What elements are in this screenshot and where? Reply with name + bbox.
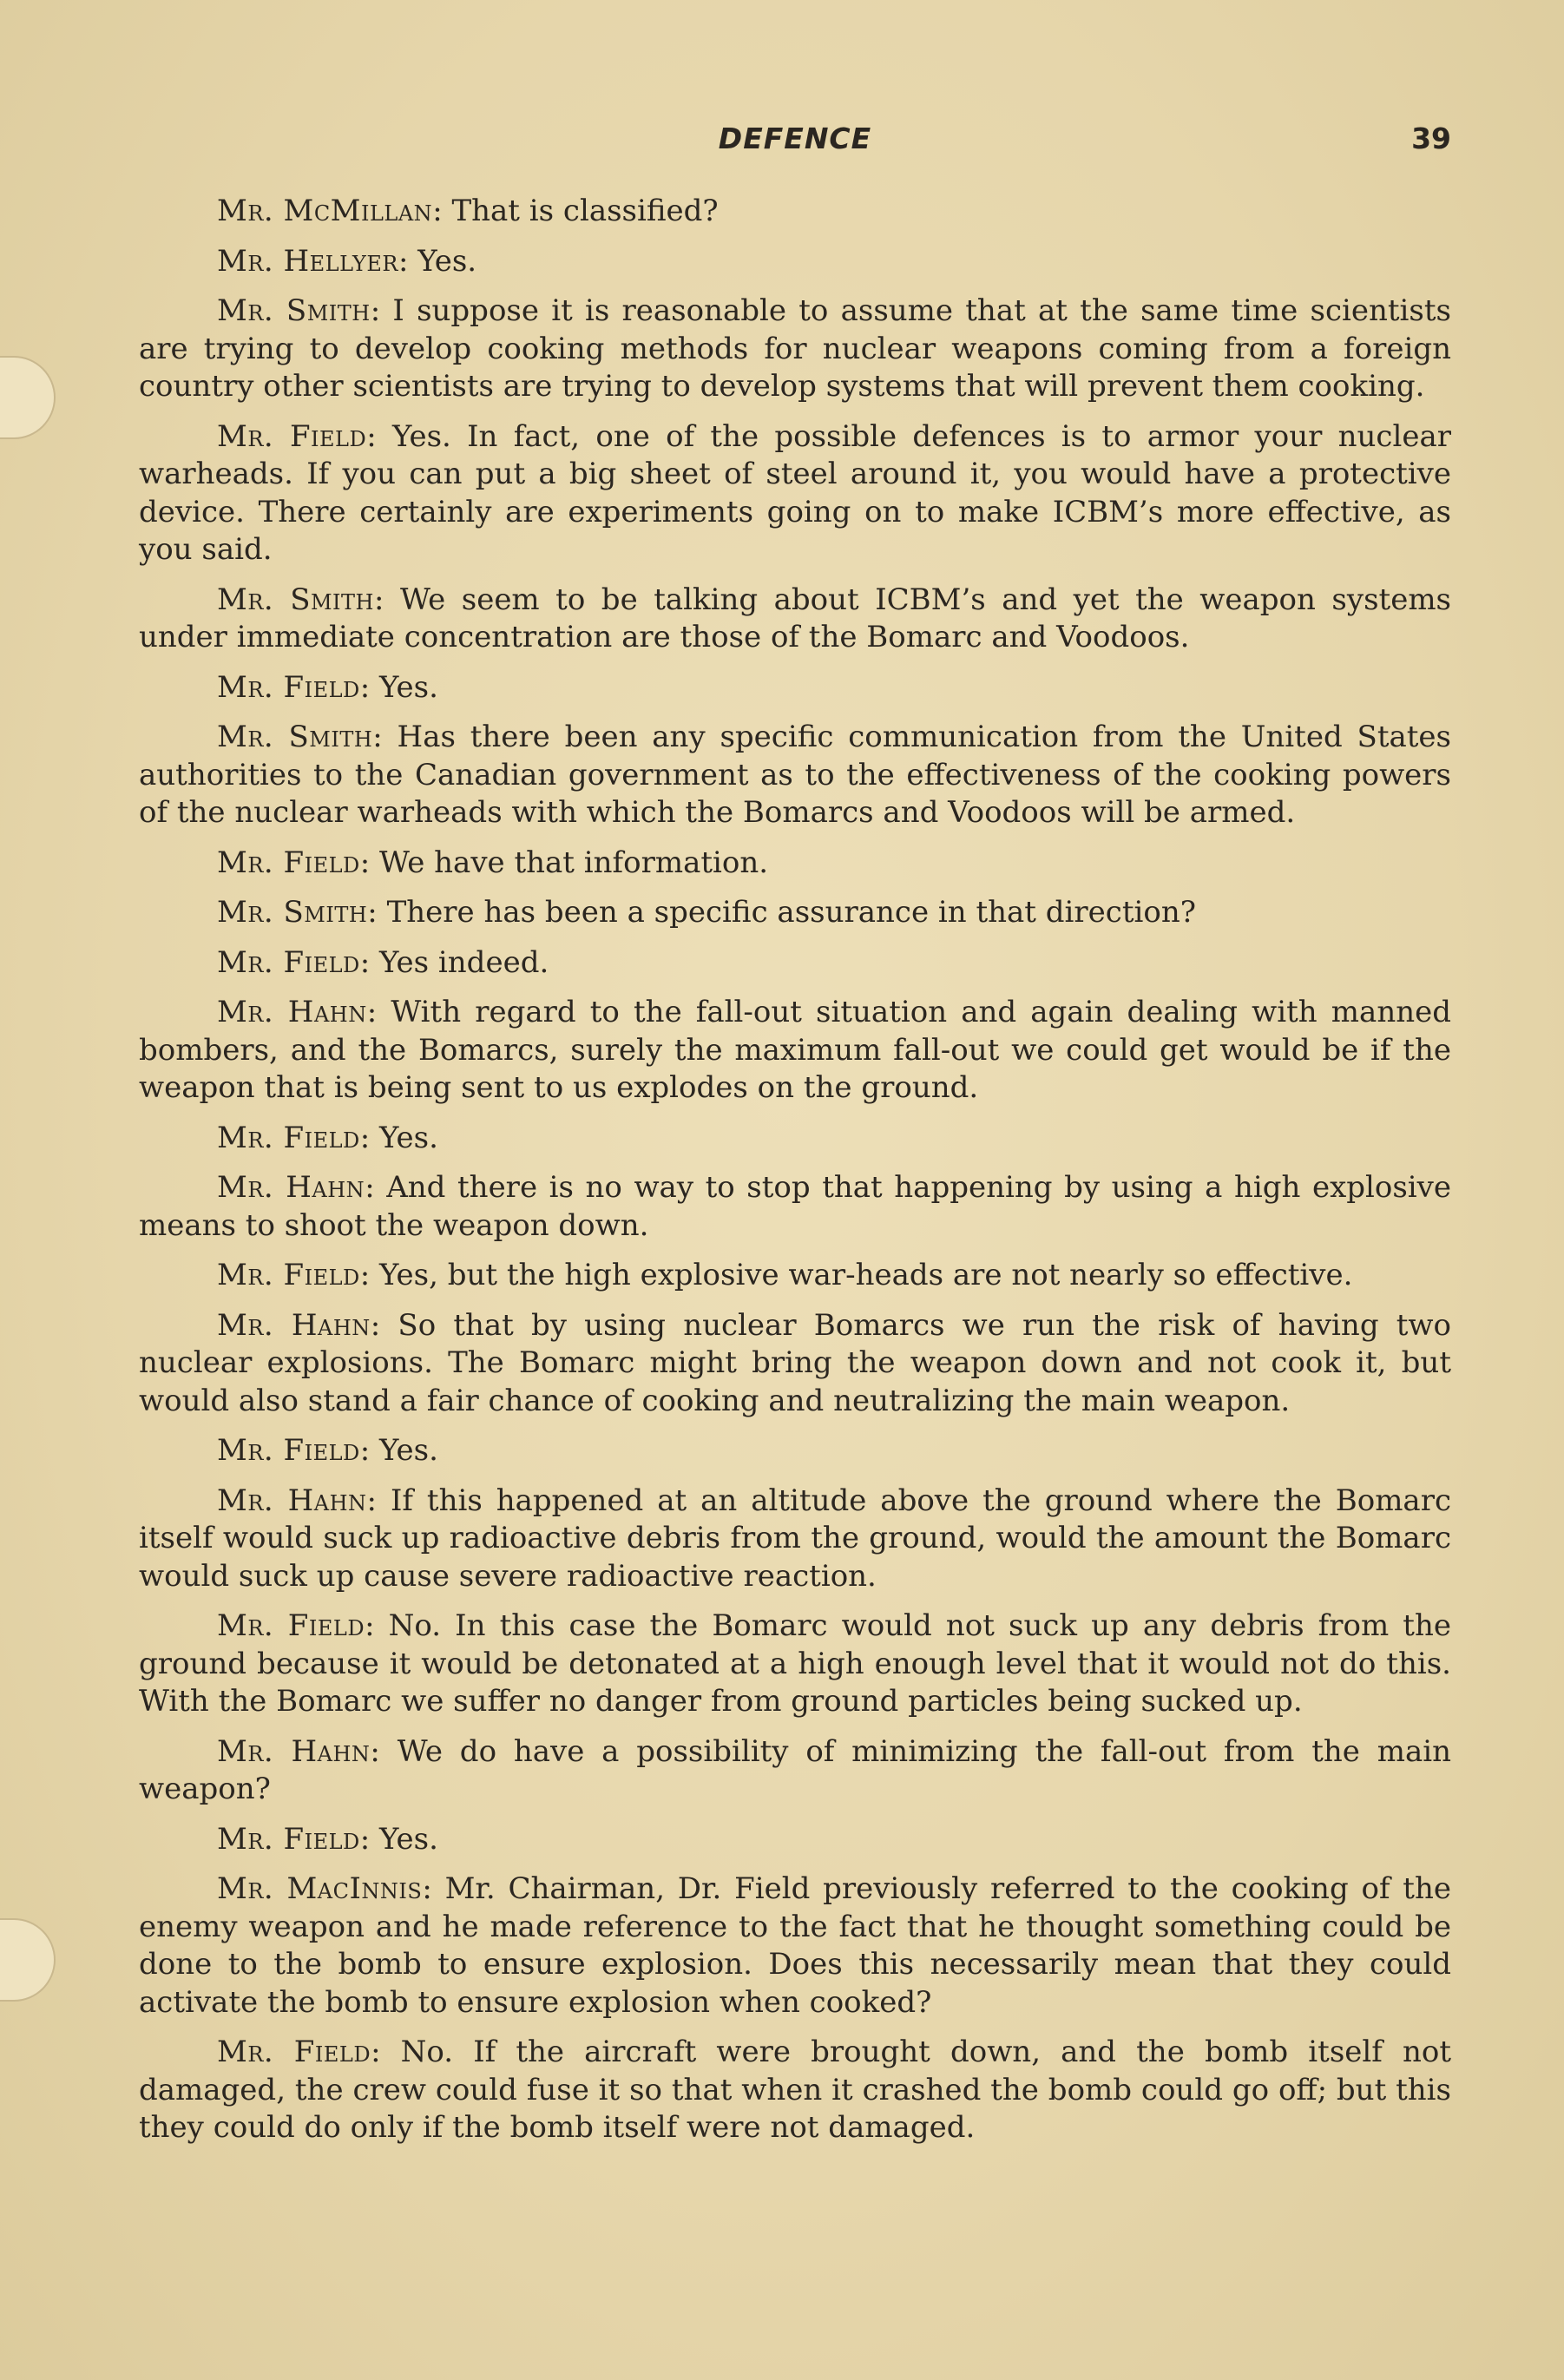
speech-text: Mr. Chairman, Dr. Field previously referred to the cooking of the enemy weapon and he made reference to the fact that he thought something could be done to the bomb to ensure explosion. Does this necessarily mean that they could activate the bomb to ensure explosion when cooked? xyxy=(139,1871,1451,2020)
speaker-name: Mr. Smith xyxy=(217,293,371,328)
speaker-name: Mr. Hahn xyxy=(217,995,367,1029)
speaker-name: Mr. McMillan xyxy=(217,194,433,228)
speaker-name: Mr. Field xyxy=(217,1821,360,1857)
speaker-name: Mr. Field xyxy=(217,1433,360,1468)
speech-text: Yes. xyxy=(379,1821,438,1857)
speaker-name: Mr. Field xyxy=(217,418,367,454)
speech-text: We seem to be talking about ICBM’s and yet the weapon systems under immediate concentration are those of the Bomarc and Voodoos. xyxy=(139,582,1452,654)
speech-text: Yes indeed. xyxy=(379,944,549,980)
speech-text: Yes, but the high explosive war-heads are not nearly so effective. xyxy=(379,1258,1353,1292)
speech-text: If this happened at an altitude above the ground where the Bomarc itself would suck up radioactive debris from the ground, would the amount the Bomarc would suck up cause severe radioactive reaction. xyxy=(139,1483,1451,1594)
transcript-paragraph: Mr. Smith: I suppose it is reasonable to assume that at the same time scientists are trying to develop cooking methods for nuclear weapons coming from a foreign country other scientists are trying to develop systems that will prevent them cooking. xyxy=(139,293,1451,404)
transcript-paragraph: Mr. Field: Yes. xyxy=(217,1120,438,1155)
speaker-name: Mr. Smith xyxy=(217,895,368,930)
speaker-name: Mr. Hahn xyxy=(217,1307,371,1343)
speech-text: Yes. In fact, one of the possible defences is to armor your nuclear warheads. If you can put a big sheet of steel around it, you would have a protective device. There certainly are experiments going on to make ICBM’s more effective, as you said. xyxy=(139,418,1451,567)
speaker-name: Mr. Hellyer xyxy=(217,243,398,279)
speech-text: No. If the aircraft were brought down, and the bomb itself not damaged, the crew could fuse it so that when it crashed the bomb could go off; but this they could do only if the bomb itself were not damaged. xyxy=(139,2035,1451,2145)
transcript-paragraph: Mr. Field: Yes. xyxy=(217,669,438,705)
running-head: DEFENCE xyxy=(718,122,872,155)
speech-text: So that by using nuclear Bomarcs we run the risk of having two nuclear explosions. The Bomarc might bring the weapon down and not cook it, but would also stand a fair chance of cooking and neutralizing the main weapon. xyxy=(139,1307,1451,1418)
transcript-paragraph: Mr. Hahn: With regard to the fall-out situation and again dealing with manned bombers, and the Bomarcs, surely the maximum fall-out we could get would be if the weapon that is being sent to us explodes on the ground. xyxy=(139,995,1451,1105)
speech-text: And there is no way to stop that happening by using a high explosive means to shoot the weapon down. xyxy=(139,1170,1451,1243)
speech-text: No. In this case the Bomarc would not suck up any debris from the ground because it would be detonated at a high enough level that it would not do this. With the Bomarc we suffer no danger from ground particles being sucked up. xyxy=(139,1608,1451,1719)
transcript-paragraph: Mr. Hellyer: Yes. xyxy=(217,243,477,279)
speech-text: Has there been any specific communication from the United States authorities to the Canadian government as to the effectiveness of the cooking powers of the nuclear warheads with which the Bomarcs and Voodoos will be armed. xyxy=(139,720,1451,830)
speech-text: There has been a specific assurance in that direction? xyxy=(386,895,1196,930)
page-number: 39 xyxy=(1411,122,1451,155)
speaker-name: Mr. Hahn xyxy=(217,1170,365,1205)
speech-text: Yes. xyxy=(379,1120,438,1155)
speaker-name: Mr. Field xyxy=(217,669,360,705)
speaker-name: Mr. Field xyxy=(217,944,360,980)
transcript-paragraph: Mr. Hahn: And there is no way to stop that happening by using a high explosive means to shoot the weapon down. xyxy=(139,1170,1451,1243)
transcript-body xyxy=(139,193,1451,2160)
transcript-paragraph: Mr. MacInnis: Mr. Chairman, Dr. Field previously referred to the cooking of the enemy weapon and he made reference to the fact that he thought something could be done to the bomb to ensure explosion. Does this necessarily mean that they could activate the bomb to ensure explosion when cooked? xyxy=(139,1871,1451,2020)
transcript-paragraph: Mr. Smith: There has been a specific assurance in that direction? xyxy=(217,895,1196,930)
speech-text: That is classified? xyxy=(451,194,719,228)
transcript-paragraph: Mr. Field: Yes. In fact, one of the possible defences is to armor your nuclear warheads. If you can put a big sheet of steel around it, you would have a protective device. There certainly are experiments going on to make ICBM’s more effective, as you said. xyxy=(139,418,1451,567)
speaker-name: Mr. Hahn xyxy=(217,1483,367,1518)
transcript-paragraph: Mr. Hahn: So that by using nuclear Bomarcs we run the risk of having two nuclear explosions. The Bomarc might bring the weapon down and not cook it, but would also stand a fair chance of cooking and neutralizing the main weapon. xyxy=(139,1307,1451,1418)
speech-text: We do have a possibility of minimizing the fall-out from the main weapon? xyxy=(139,1733,1452,1806)
transcript-paragraph: Mr. Field: Yes. xyxy=(217,1433,438,1468)
speaker-name: Mr. Smith xyxy=(217,720,373,754)
speech-text: With regard to the fall-out situation and again dealing with manned bombers, and the Bomarcs, surely the maximum fall-out we could get would be if the weapon that is being sent to us explodes on the ground. xyxy=(139,995,1451,1105)
transcript-paragraph: Mr. Field: We have that information. xyxy=(217,845,769,880)
transcript-paragraph: Mr. McMillan: That is classified? xyxy=(217,194,719,228)
transcript-paragraph: Mr. Field: Yes. xyxy=(217,1821,438,1857)
transcript-paragraph: Mr. Smith: We seem to be talking about ICBM’s and yet the weapon systems under immediate concentration are those of the Bomarc and Voodoos. xyxy=(139,582,1452,654)
transcript-paragraph: Mr. Field: No. In this case the Bomarc would not suck up any debris from the ground because it would be detonated at a high enough level that it would not do this. With the Bomarc we suffer no danger from ground particles being sucked up. xyxy=(139,1608,1451,1719)
speech-text: Yes. xyxy=(417,243,477,279)
speaker-name: Mr. Field xyxy=(217,845,360,880)
speaker-name: Mr. Field xyxy=(217,2035,371,2069)
binding-hole-top xyxy=(0,356,56,439)
speaker-name: Mr. Field xyxy=(217,1608,365,1643)
speech-text: We have that information. xyxy=(379,845,769,880)
speech-text: I suppose it is reasonable to assume that at the same time scientists are trying to develop cooking methods for nuclear weapons coming from a foreign country other scientists are trying to develop systems that will prevent them cooking. xyxy=(139,293,1451,404)
speech-text: Yes. xyxy=(379,1433,438,1468)
binding-hole-bottom xyxy=(0,1918,56,2002)
transcript-paragraph: Mr. Field: Yes indeed. xyxy=(217,944,549,980)
transcript-paragraph: Mr. Hahn: We do have a possibility of minimizing the fall-out from the main weapon? xyxy=(139,1733,1452,1806)
page-header xyxy=(139,122,1451,163)
speaker-name: Mr. Field xyxy=(217,1120,360,1155)
speech-text: Yes. xyxy=(379,669,438,705)
speaker-name: Mr. Hahn xyxy=(217,1733,371,1769)
transcript-paragraph: Mr. Smith: Has there been any specific communication from the United States authorities to the Canadian government as to the effectiveness of the cooking powers of the nuclear warheads with which the Bomarcs and Voodoos will be armed. xyxy=(139,720,1451,830)
speaker-name: Mr. Field xyxy=(217,1258,360,1292)
transcript-paragraph: Mr. Field: Yes, but the high explosive war-heads are not nearly so effective. xyxy=(217,1258,1353,1292)
speaker-name: Mr. MacInnis xyxy=(217,1871,423,1906)
transcript-paragraph: Mr. Hahn: If this happened at an altitude above the ground where the Bomarc itself would suck up radioactive debris from the ground, would the amount the Bomarc would suck up cause severe radioactive reaction. xyxy=(139,1483,1451,1594)
speaker-name: Mr. Smith xyxy=(217,582,374,617)
transcript-paragraph: Mr. Field: No. If the aircraft were brought down, and the bomb itself not damaged, the crew could fuse it so that when it crashed the bomb could go off; but this they could do only if the bomb itself were not damaged. xyxy=(139,2035,1451,2145)
